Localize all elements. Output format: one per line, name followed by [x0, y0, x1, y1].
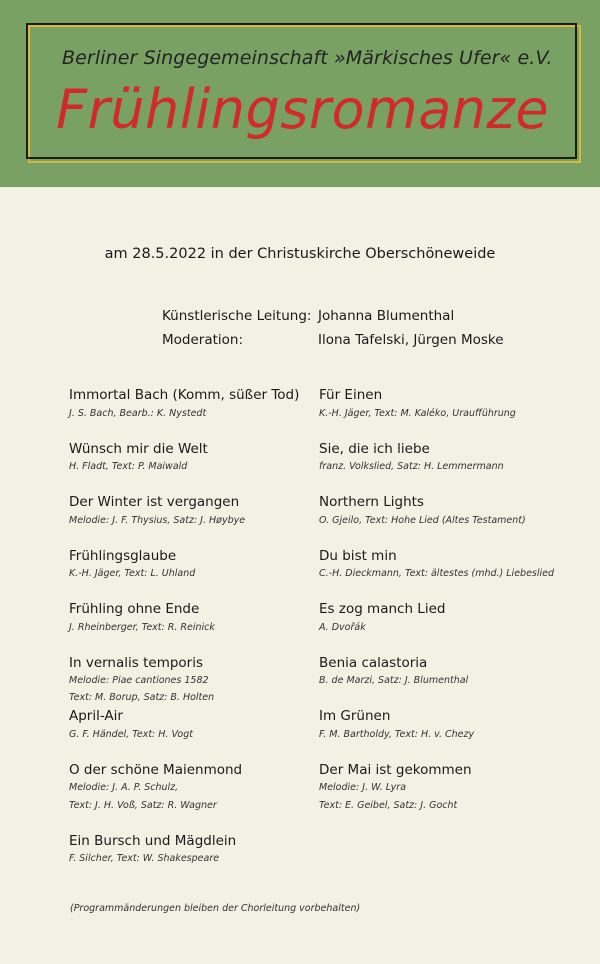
program-item-title: Es zog manch Lied [319, 601, 446, 617]
program-item-credit: Melodie: J. F. Thysius, Satz: J. Høybye [69, 515, 246, 526]
program-item-credit: Melodie: J. A. P. Schulz, [69, 782, 179, 793]
program-item-credit: B. de Marzi, Satz: J. Blumenthal [319, 675, 469, 686]
event-date-location: am 28.5.2022 in der Christuskirche Oberschöneweide [104, 246, 496, 262]
program-item-title: Immortal Bach (Komm, süßer Tod) [69, 387, 300, 403]
program-item-credit: F. Silcher, Text: W. Shakespeare [69, 853, 220, 864]
header-banner [0, 0, 600, 187]
program-item-credit: franz. Volkslied, Satz: H. Lemmermann [319, 461, 504, 472]
program-item-credit: O. Gjeilo, Text: Hohe Lied (Altes Testament) [319, 515, 526, 526]
program-item-credit: A. Dvořák [319, 622, 366, 633]
program-item-credit: J. Rheinberger, Text: R. Reinick [69, 622, 215, 633]
program-item-title: Für Einen [319, 387, 383, 403]
program-item-credit: F. M. Bartholdy, Text: H. v. Chezy [319, 729, 475, 740]
program-item-title: Wünsch mir die Welt [69, 441, 208, 457]
credit-label-moderation: Moderation: [162, 332, 244, 348]
program-change-note: (Programmänderungen bleiben der Chorleitung vorbehalten) [70, 903, 361, 914]
program-item-credit: J. S. Bach, Bearb.: K. Nystedt [69, 408, 207, 419]
program-item-title: April-Air [69, 708, 123, 724]
program-item-credit: Melodie: Piae cantiones 1582 [69, 675, 209, 686]
program-item-title: O der schöne Maienmond [69, 762, 243, 778]
program-item-title: Der Winter ist vergangen [69, 494, 240, 510]
program-item-credit: G. F. Händel, Text: H. Vogt [69, 729, 193, 740]
program-item-title: Im Grünen [319, 708, 391, 724]
program-item-credit: K.-H. Jäger, Text: L. Uhland [69, 568, 196, 579]
credit-value-moderation: Ilona Tafelski, Jürgen Moske [318, 332, 504, 348]
program-item-title: Northern Lights [319, 494, 424, 510]
program-item-title: In vernalis temporis [69, 655, 204, 671]
program-item-credit: Text: J. H. Voß, Satz: R. Wagner [69, 800, 217, 811]
program-item-title: Frühlingsglaube [69, 548, 177, 564]
program-item-title: Ein Bursch und Mägdlein [69, 833, 237, 849]
program-item-title: Sie, die ich liebe [319, 441, 430, 457]
program-item-title: Benia calastoria [319, 655, 428, 671]
program-item-credit: H. Fladt, Text: P. Maiwald [69, 461, 188, 472]
program-item-title: Du bist min [319, 548, 397, 564]
organization-name: Berliner Singegemeinschaft »Märkisches Ufer« e.V. [62, 47, 553, 69]
concert-title: Frühlingsromanze [56, 78, 550, 141]
program-item-credit: C.-H. Dieckmann, Text: ältestes (mhd.) Liebeslied [319, 568, 555, 579]
program-item-title: Frühling ohne Ende [69, 601, 200, 617]
program-item-credit: Text: E. Geibel, Satz: J. Gocht [319, 800, 458, 811]
credit-label-direction: Künstlerische Leitung: [162, 308, 312, 324]
program-item-credit: K.-H. Jäger, Text: M. Kaléko, Uraufführung [319, 408, 516, 419]
program-item-credit: Melodie: J. W. Lyra [319, 782, 407, 793]
credit-value-direction: Johanna Blumenthal [318, 308, 455, 324]
program-item-title: Der Mai ist gekommen [319, 762, 472, 778]
program-item-credit: Text: M. Borup, Satz: B. Holten [69, 692, 215, 703]
